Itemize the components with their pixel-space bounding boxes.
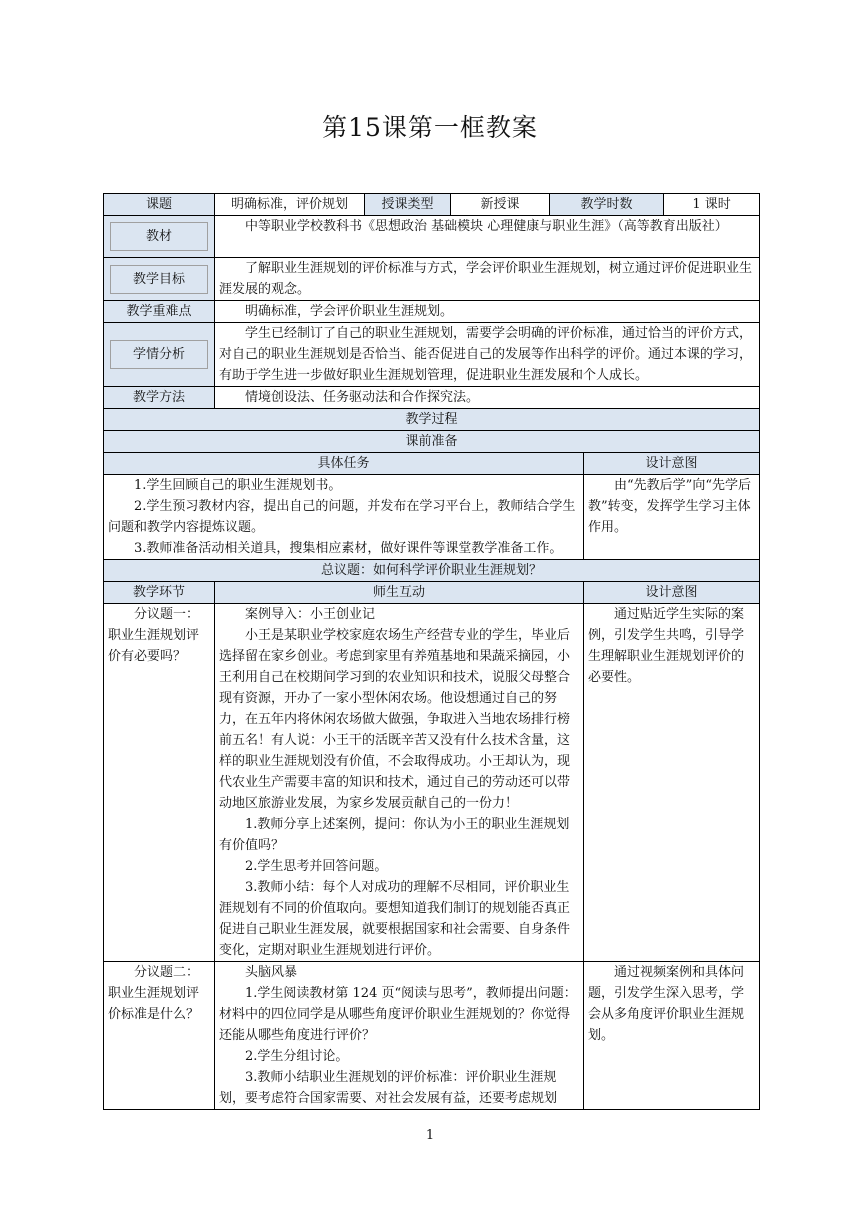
interaction-header: 师生互动: [215, 582, 584, 604]
info-row-textbook: [104, 216, 760, 258]
prep-task-item: 3.教师准备活动相关道具，搜集相应素材，做好课件等课堂教学准备工作。: [134, 541, 563, 556]
method-label: 教学方法: [104, 387, 215, 409]
info-row-goal: [104, 258, 760, 301]
prep-task-header: 具体任务: [104, 453, 584, 475]
main-question: 总议题：如何科学评价职业生涯规划？: [104, 560, 760, 582]
prep-task-item: 2.学生预习教材内容，提出自己的问题，并发布在学习平台上，教师结合学生问题和教学内容提炼议题。: [108, 499, 576, 535]
stage-header: 教学环节: [104, 582, 215, 604]
info-row-analysis: [104, 323, 760, 387]
key-label: 教学重难点: [104, 301, 215, 323]
page-title: 第15课第一框教案: [322, 113, 538, 142]
process-row-1: [104, 604, 760, 962]
method-value: 情境创设法、任务驱动法和合作探究法。: [215, 387, 760, 409]
process-row-2: [104, 962, 760, 1110]
topic-value: 明确标准，评价规划: [215, 194, 365, 216]
process-column-header-row: [104, 582, 760, 604]
prep-header-row: [104, 431, 760, 453]
hours-value: 1 课时: [664, 194, 760, 216]
prep-intent: 由“先教后学”向“先学后教”转变，发挥学生学习主体作用。: [584, 475, 760, 560]
hours-label: 教学时数: [550, 194, 664, 216]
prep-header: 课前准备: [104, 431, 760, 453]
info-row-topic: [104, 194, 760, 216]
topic-label: 课题: [104, 194, 215, 216]
info-row-key: [104, 301, 760, 323]
key-value: 明确标准，学会评价职业生涯规划。: [215, 301, 760, 323]
process-header: 教学过程: [104, 409, 760, 431]
textbook-value: 中等职业学校教科书《思想政治 基础模块 心理健康与职业生涯》（高等教育出版社）: [215, 216, 760, 258]
analysis-label: 学情分析: [104, 323, 215, 387]
interaction-cell: 头脑风暴 1.学生阅读教材第 124 页“阅读与思考”，教师提出问题：材料中的四位同学是从哪些角度评价职业生涯规划的？你觉得还能从哪些角度进行评价？ 2.学生分组讨论。 3.教师小结职业生涯规划的评价标准：评价职业生涯规划，要考虑符合国家需要、对社会发展有益，还要考虑规划: [215, 962, 584, 1110]
prep-tasks: [104, 475, 584, 560]
prep-task-item: 1.学生回顾自己的职业生涯规划书。: [134, 478, 342, 493]
type-value: 新授课: [451, 194, 550, 216]
intent-cell: 通过视频案例和具体问题，引发学生深入思考，学会从多角度评价职业生涯规划。: [584, 962, 760, 1110]
textbook-label: 教材: [104, 216, 215, 258]
goal-value: 了解职业生涯规划的评价标准与方式，学会评价职业生涯规划，树立通过评价促进职业生涯发展的观念。: [215, 258, 760, 301]
prep-column-header-row: [104, 453, 760, 475]
prep-intent-header: 设计意图: [584, 453, 760, 475]
goal-label: 教学目标: [104, 258, 215, 301]
prep-content-row: [104, 475, 760, 560]
interaction-cell: 案例导入：小王创业记 小王是某职业学校家庭农场生产经营专业的学生，毕业后选择留在家乡创业。考虑到家里有养殖基地和果蔬采摘园，小王利用自己在校期间学习到的农业知识和技术，说服父母整合现有资源，开办了一家小型休闲农场。他设想通过自己的努力，在五年内将休闲农场做大做强，争取进入当地农场排行榜前五名！有人说：小王干的活既辛苦又没有什么技术含量，这样的职业生涯规划没有价值，不会取得成功。小王却认为，现代农业生产需要丰富的知识和技术，通过自己的劳动还可以带动地区旅游业发展，为家乡发展贡献自己的一份力！ 1.教师分享上述案例，提问：你认为小王的职业生涯规划有价值吗？ 2.学生思考并回答问题。 3.教师小结：每个人对成功的理解不尽相同，评价职业生涯规划有不同的价值取向。要想知道我们制订的规划能否真正促进自己职业生涯发展，就要根据国家和社会需要、自身条件变化，定期对职业生涯规划进行评价。: [215, 604, 584, 962]
stage-cell: 分议题二：职业生涯规划评价标准是什么？: [104, 962, 215, 1110]
process-header-row: [104, 409, 760, 431]
page-number: 1: [425, 1128, 435, 1143]
stage-cell: 分议题一：职业生涯规划评价有必要吗？: [104, 604, 215, 962]
type-label: 授课类型: [365, 194, 451, 216]
main-question-row: [104, 560, 760, 582]
lesson-plan-table: [103, 193, 760, 1110]
analysis-value: 学生已经制订了自己的职业生涯规划，需要学会明确的评价标准，通过恰当的评价方式，对自己的职业生涯规划是否恰当、能否促进自己的发展等作出科学的评价。通过本课的学习，有助于学生进一步做好职业生涯规划管理，促进职业生涯发展和个人成长。: [215, 323, 760, 387]
info-row-method: [104, 387, 760, 409]
intent-cell: 通过贴近学生实际的案例，引发学生共鸣，引导学生理解职业生涯规划评价的必要性。: [584, 604, 760, 962]
intent-header: 设计意图: [584, 582, 760, 604]
